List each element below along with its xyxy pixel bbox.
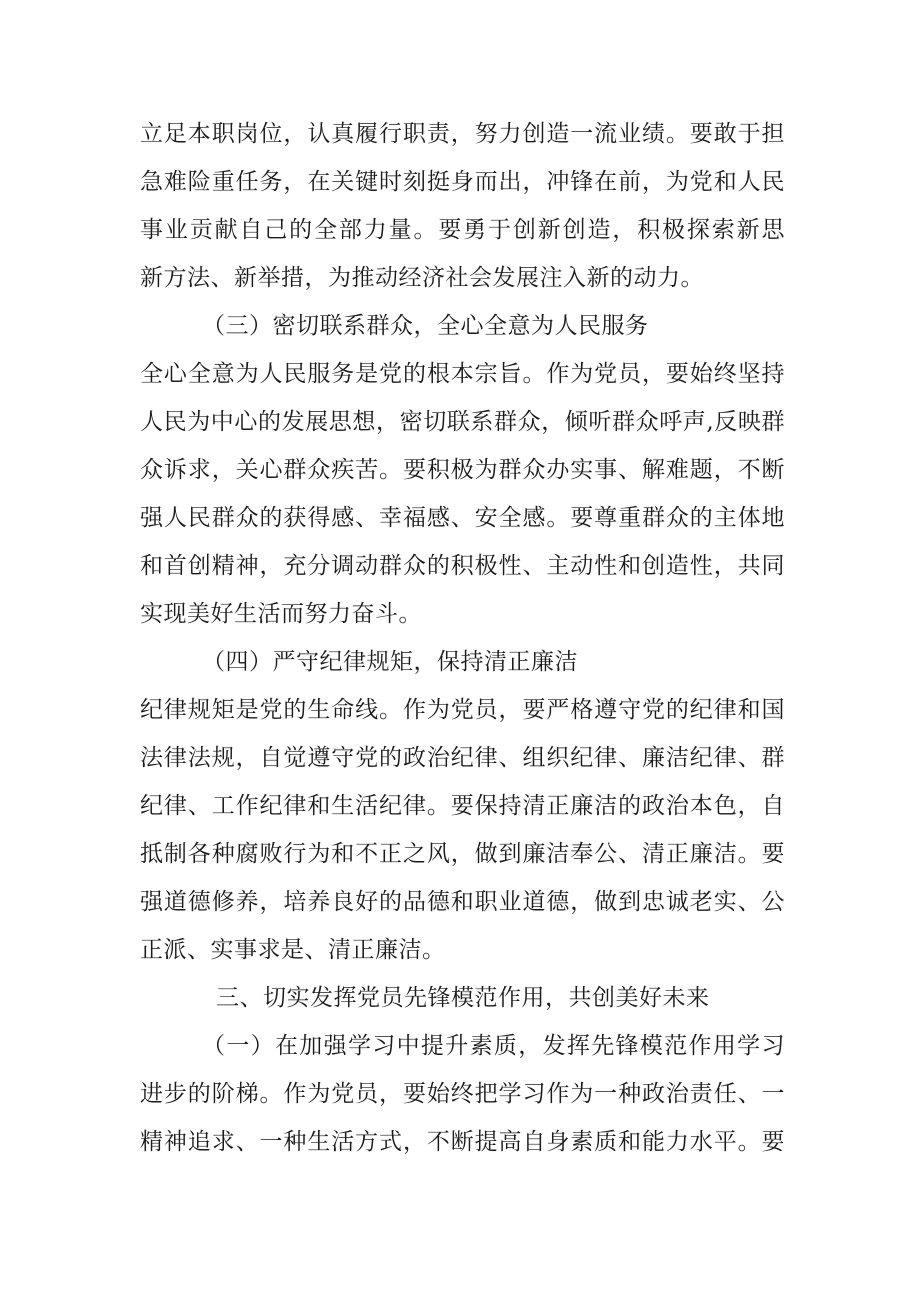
text-line: 人民为中心的发展思想，密切联系群众，倾听群众呼声,反映群 [140, 409, 785, 435]
text-line: 众诉求，关心群众疾苦。要积极为群众办实事、解难题，不断 [140, 457, 785, 483]
text-line: （一）在加强学习中提升素质，发挥先锋模范作用学习 [202, 1033, 785, 1059]
text-line: 强道德修养，培养良好的品德和职业道德，做到忠诚老实、公 [140, 889, 785, 915]
text-line: 立足本职岗位，认真履行职责，努力创造一流业绩。要敢于担 [140, 121, 785, 147]
section-heading: （三）密切联系群众，全心全意为人民服务 [202, 313, 649, 339]
text-line: 纪律规矩是党的生命线。作为党员，要严格遵守党的纪律和国 [140, 697, 785, 723]
text-line: 进步的阶梯。作为党员，要始终把学习作为一种政治责任、一 [140, 1081, 785, 1107]
text-line: 法律法规，自觉遵守党的政治纪律、组织纪律、廉洁纪律、群 [140, 745, 785, 771]
text-line: 精神追求、一种生活方式，不断提高自身素质和能力水平。要 [140, 1129, 785, 1155]
text-line: 正派、实事求是、清正廉洁。 [140, 937, 446, 963]
text-line: 事业贡献自己的全部力量。要勇于创新创造，积极探索新思 [140, 217, 785, 243]
document-body [140, 110, 785, 1166]
text-line: 和首创精神，充分调动群众的积极性、主动性和创造性，共同 [140, 553, 785, 579]
text-line: 急难险重任务，在关键时刻挺身而出，冲锋在前，为党和人民 [140, 169, 785, 195]
text-line: 新方法、新举措，为推动经济社会发展注入新的动力。 [140, 265, 704, 291]
text-line: 抵制各种腐败行为和不正之风，做到廉洁奉公、清正廉洁。要 [140, 841, 785, 867]
text-line: 实现美好生活而努力奋斗。 [140, 601, 422, 627]
chapter-heading: 三、切实发挥党员先锋模范作用，共创美好未来 [216, 985, 710, 1011]
section-heading: （四）严守纪律规矩，保持清正廉洁 [202, 649, 578, 675]
text-line: 强人民群众的获得感、幸福感、安全感。要尊重群众的主体地 [140, 505, 785, 531]
text-line: 全心全意为人民服务是党的根本宗旨。作为党员，要始终坚持 [140, 361, 785, 387]
text-line: 纪律、工作纪律和生活纪律。要保持清正廉洁的政治本色，自 [140, 793, 785, 819]
